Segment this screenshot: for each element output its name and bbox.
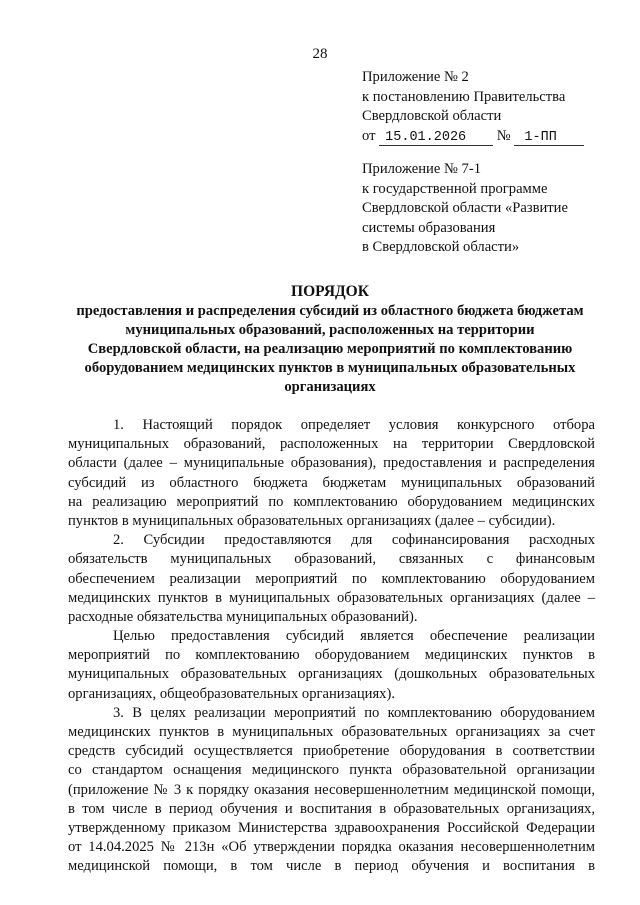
paragraph-2-purpose <box>68 627 595 704</box>
paragraph-line: организациях, общеобразовательных организациях). <box>68 685 395 702</box>
paragraph-line: 1. Настоящий порядок определяет условия конкурсного отбора <box>113 417 595 433</box>
subtitle-line: Свердловской области, на реализацию мероприятий по комплектованию <box>87 341 573 357</box>
appendix-decree-line: Свердловской области <box>362 108 502 124</box>
appendix-program-line: в Свердловской области» <box>362 239 520 255</box>
appendix-decree-line: Приложение № 2 <box>362 69 469 85</box>
date-prefix: от <box>362 127 376 144</box>
paragraph-line: обеспечением реализации мероприятий по комплектованию оборудованием <box>68 570 595 587</box>
decree-date-number-line <box>362 127 584 147</box>
paragraph-line: медицинских пунктов в муниципальных образовательных организациях (далее – <box>68 589 595 606</box>
paragraph-line: (приложение № 3 к порядку оказания несовершеннолетним медицинской помощи, <box>68 781 595 798</box>
appendix-program-line: к государственной программе <box>362 180 548 197</box>
paragraph-line: 3. В целях реализации мероприятий по комплектованию оборудованием <box>113 704 595 721</box>
paragraph-line: от 14.04.2025 № 213н «Об утверждении порядка оказания несовершеннолетним <box>68 839 595 856</box>
subtitle-line: оборудованием медицинских пунктов в муниципальных образовательных <box>84 360 576 376</box>
paragraph-line: медицинских пунктов в муниципальных образовательных организациях за счет <box>68 724 595 740</box>
appendix-decree-header <box>362 68 584 146</box>
paragraph-line: средств субсидий осуществляется приобретение оборудования в соответствии <box>68 743 595 760</box>
paragraph-line: субсидий из областного бюджета бюджетам муниципальных образований <box>68 474 595 491</box>
decree-number-field: 1-ПП <box>514 130 584 146</box>
paragraph-line: расходные обязательства муниципальных образований). <box>68 608 418 625</box>
paragraph-line: обязательств муниципальных образований, связанных с финансовым <box>68 551 595 568</box>
document-title: ПОРЯДОК <box>291 283 369 300</box>
appendix-program-header <box>362 160 568 258</box>
paragraph-line: утвержденному приказом Министерства здравоохранения Российской Федерации <box>68 819 595 836</box>
paragraph-line: мероприятий по комплектованию оборудованием медицинских пунктов в <box>68 647 595 664</box>
subtitle-line: предоставления и распределения субсидий из областного бюджета бюджетам <box>76 303 584 319</box>
appendix-program-line: Свердловской области «Развитие <box>362 200 568 216</box>
paragraph-line: в том числе в период обучения и воспитания в образовательных организациях, <box>68 800 595 817</box>
subtitle-line: организациях <box>284 379 376 395</box>
paragraph-line: муниципальных образовательных организациях (дошкольных образовательных <box>68 666 595 683</box>
paragraph-line: со стандартом оснащения медицинского пункта образовательной организации <box>68 762 595 779</box>
paragraph-2 <box>68 531 595 627</box>
appendix-program-line: Приложение № 7-1 <box>362 161 482 177</box>
paragraph-line: 2. Субсидии предоставляются для софинансирования расходных <box>113 532 595 549</box>
paragraph-line: муниципальных образований, расположенных на территории Свердловской <box>68 436 595 453</box>
page-number: 28 <box>312 46 328 62</box>
decree-date-field: 15.01.2026 <box>379 130 493 146</box>
paragraph-line: медицинской помощи, в том числе в период обучения и воспитания в <box>68 858 595 875</box>
paragraph-line: Целью предоставления субсидий является обеспечение реализации <box>113 628 595 645</box>
number-prefix: № <box>496 127 511 144</box>
document-subtitle <box>40 302 620 397</box>
document-title-block <box>40 282 620 397</box>
paragraph-line: на реализацию мероприятий по комплектованию оборудованием медицинских <box>68 493 595 510</box>
paragraph-line: области (далее – муниципальные образования), предоставления и распределения <box>68 455 595 472</box>
subtitle-line: муниципальных образований, расположенных на территории <box>125 322 535 338</box>
appendix-decree-line: к постановлению Правительства <box>362 88 566 105</box>
paragraph-line: пунктов в муниципальных образовательных организациях (далее – субсидии). <box>68 512 556 529</box>
document-body <box>68 416 595 877</box>
paragraph-3 <box>68 704 595 877</box>
paragraph-1 <box>68 416 595 531</box>
appendix-program-line: системы образования <box>362 219 496 236</box>
